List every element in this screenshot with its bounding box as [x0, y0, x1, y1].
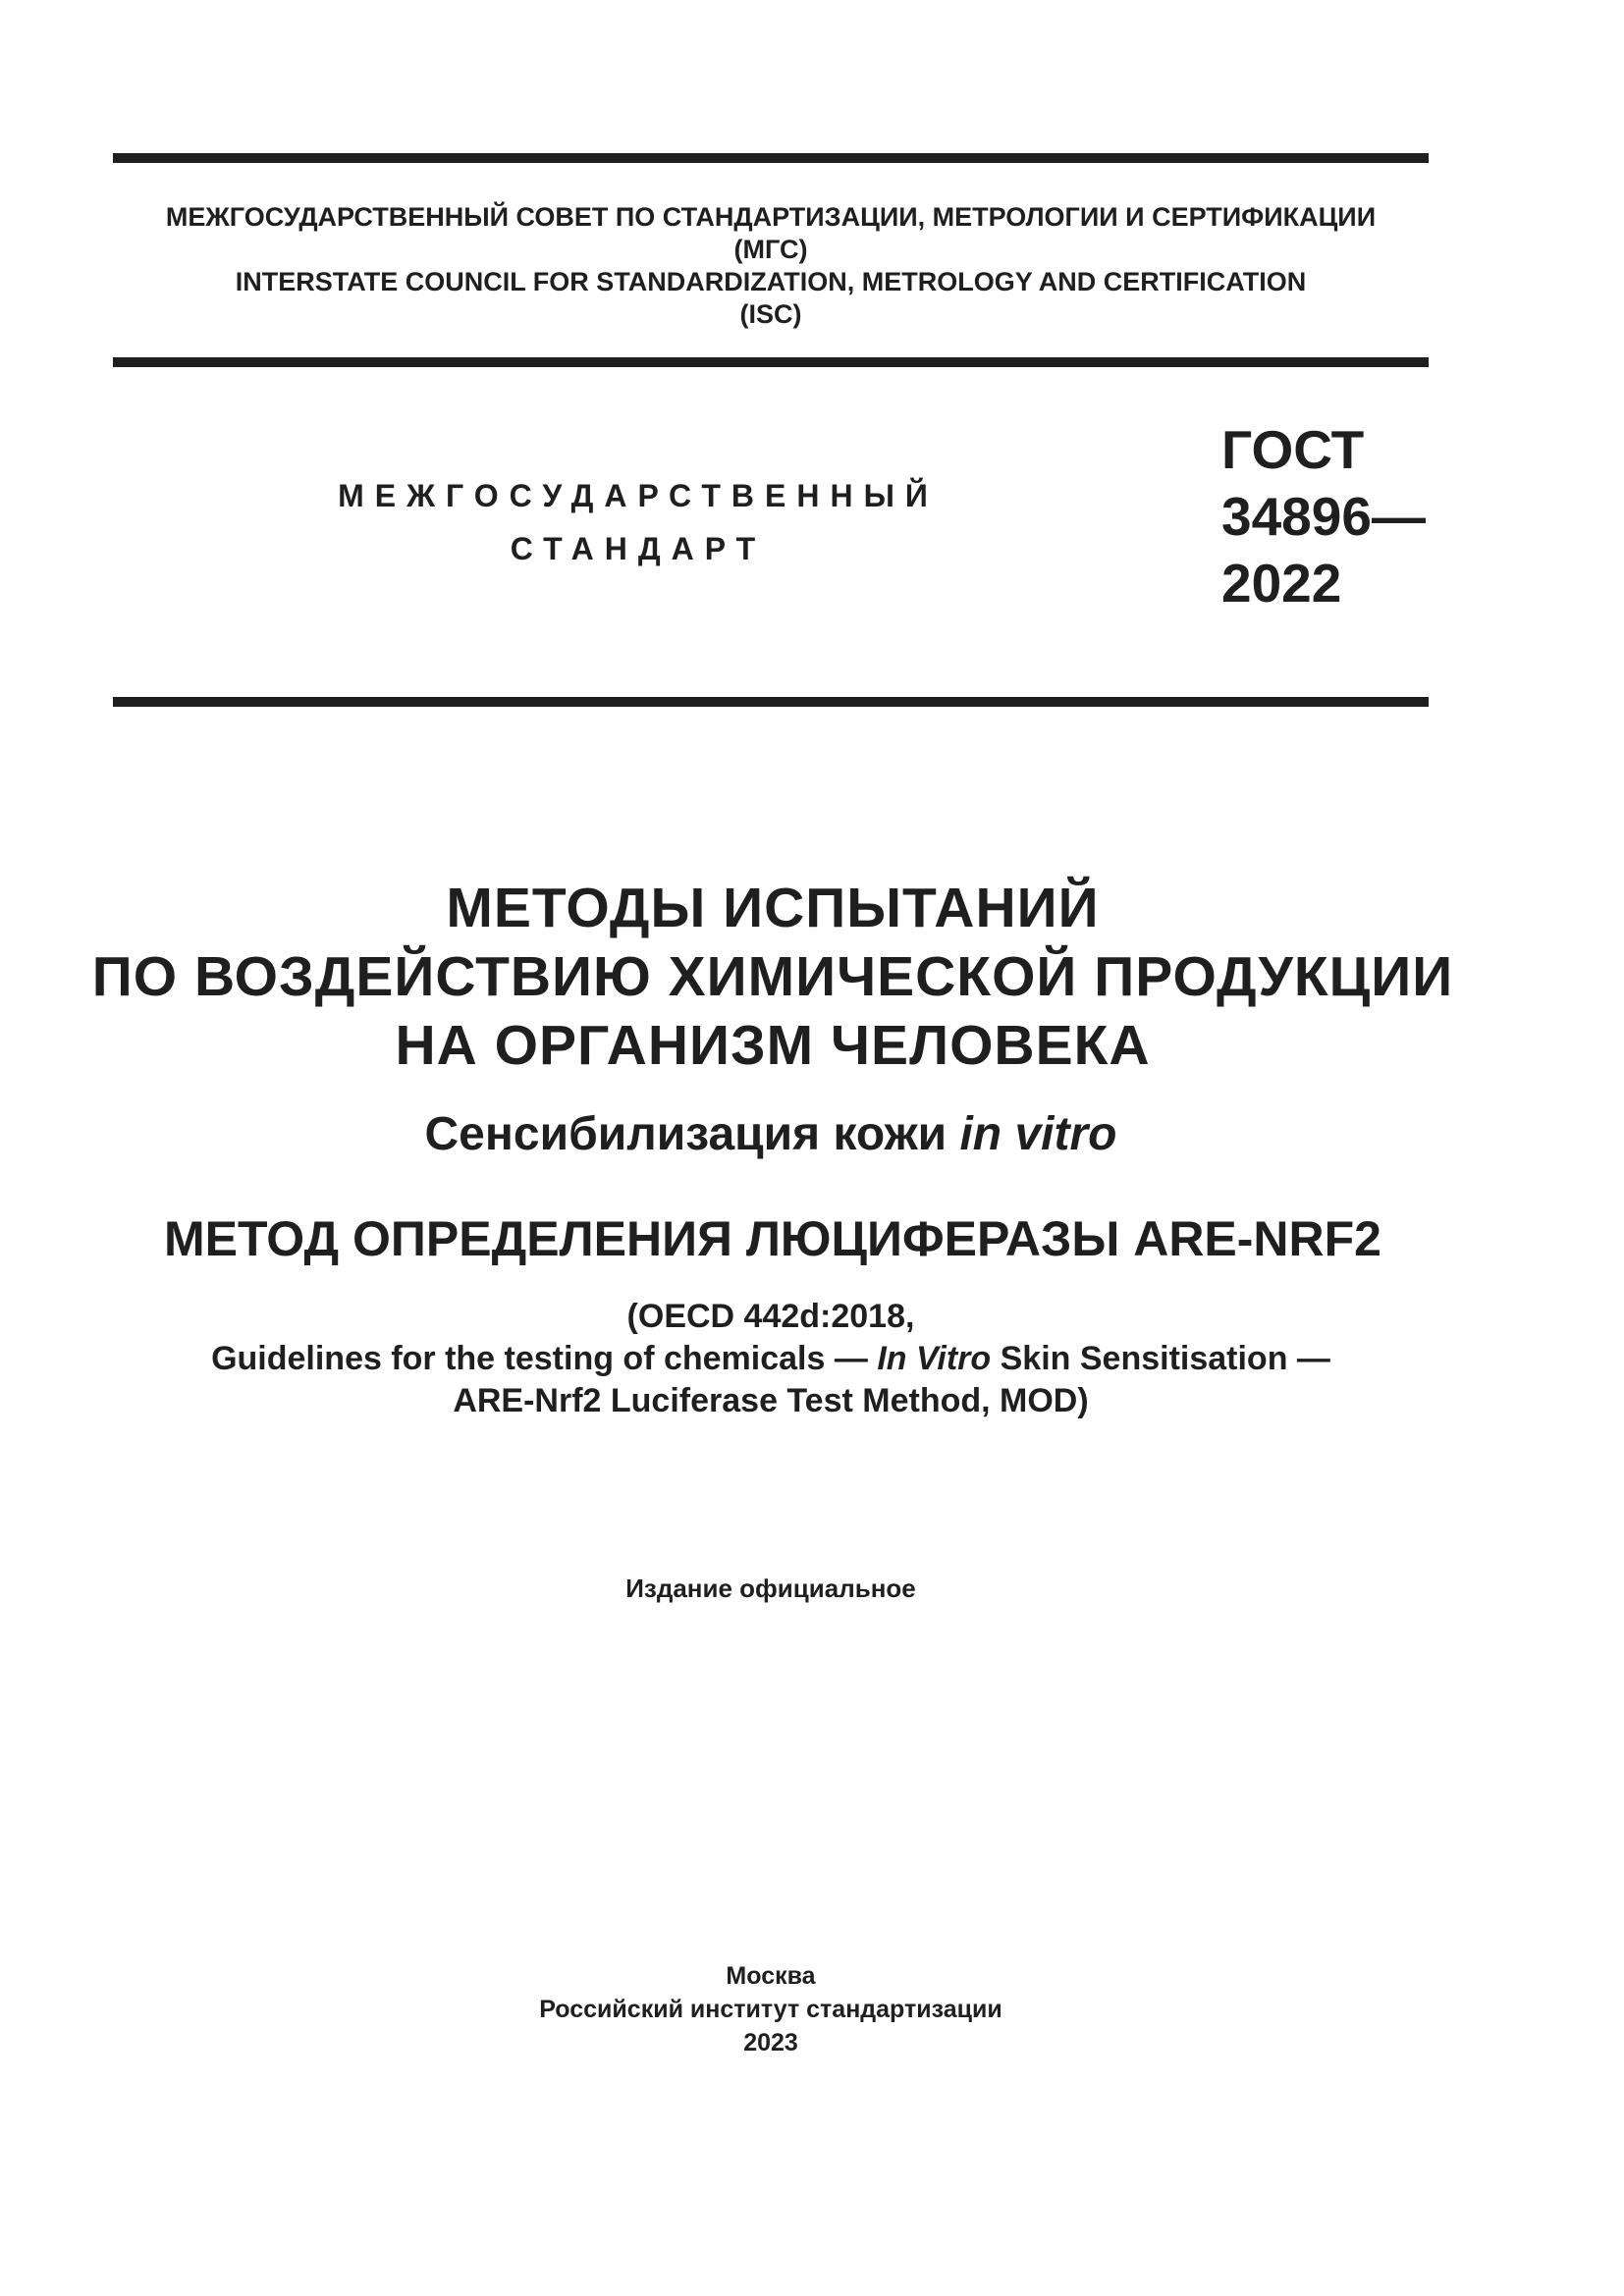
gost-designation	[1221, 416, 1426, 616]
imprint-city: Москва	[726, 1962, 816, 1990]
oecd-line2	[113, 1338, 1429, 1380]
council-name-en: INTERSTATE COUNCIL FOR STANDARDIZATION, METROLOGY AND CERTIFICATION	[235, 267, 1307, 296]
header-bottom-rule	[113, 357, 1429, 367]
oecd-line2-italic: In Vitro	[877, 1340, 992, 1377]
top-rule	[113, 153, 1429, 163]
designation-bottom-rule	[113, 697, 1429, 707]
council-abbr-en: (ISC)	[739, 299, 802, 329]
oecd-line2-suffix: Skin Sensitisation —	[991, 1340, 1330, 1377]
edition-label: Издание официальное	[625, 1574, 916, 1603]
gost-year: 2022	[1221, 553, 1342, 614]
document-subtitle	[113, 1105, 1429, 1164]
subtitle-text: Сенсибилизация кожи	[424, 1108, 960, 1160]
subtitle-italic: in vitro	[959, 1108, 1117, 1160]
standard-type-line1: МЕЖГОСУДАРСТВЕННЫЙ	[338, 478, 939, 513]
title-line1: МЕТОДЫ ИСПЫТАНИЙ	[446, 877, 1100, 939]
council-name-ru: МЕЖГОСУДАРСТВЕННЫЙ СОВЕТ ПО СТАНДАРТИЗАЦИИ, МЕТРОЛОГИИ И СЕРТИФИКАЦИИ	[165, 202, 1377, 232]
council-header	[113, 201, 1429, 331]
title-line2: ПО ВОЗДЕЙСТВИЮ ХИМИЧЕСКОЙ ПРОДУКЦИИ	[91, 945, 1454, 1008]
standard-type	[295, 469, 982, 575]
standard-type-line2: СТАНДАРТ	[510, 531, 767, 566]
gost-number: 34896—	[1221, 486, 1426, 547]
gost-label: ГОСТ	[1221, 419, 1365, 480]
imprint	[113, 1959, 1429, 2059]
title-line3: НА ОРГАНИЗМ ЧЕЛОВЕКА	[395, 1014, 1151, 1077]
oecd-line2-prefix: Guidelines for the testing of chemicals —	[211, 1340, 878, 1377]
document-title	[59, 874, 1487, 1080]
oecd-line3: ARE-Nrf2 Luciferase Test Method, MOD)	[453, 1382, 1089, 1419]
council-abbr-ru: (МГС)	[733, 235, 808, 264]
oecd-line1: (OECD 442d:2018,	[626, 1298, 915, 1335]
oecd-reference	[113, 1296, 1429, 1422]
imprint-year: 2023	[743, 2029, 798, 2056]
method-title: МЕТОД ОПРЕДЕЛЕНИЯ ЛЮЦИФЕРАЗЫ ARE-NRF2	[164, 1211, 1381, 1266]
imprint-publisher: Российский институт стандартизации	[539, 1996, 1002, 2023]
